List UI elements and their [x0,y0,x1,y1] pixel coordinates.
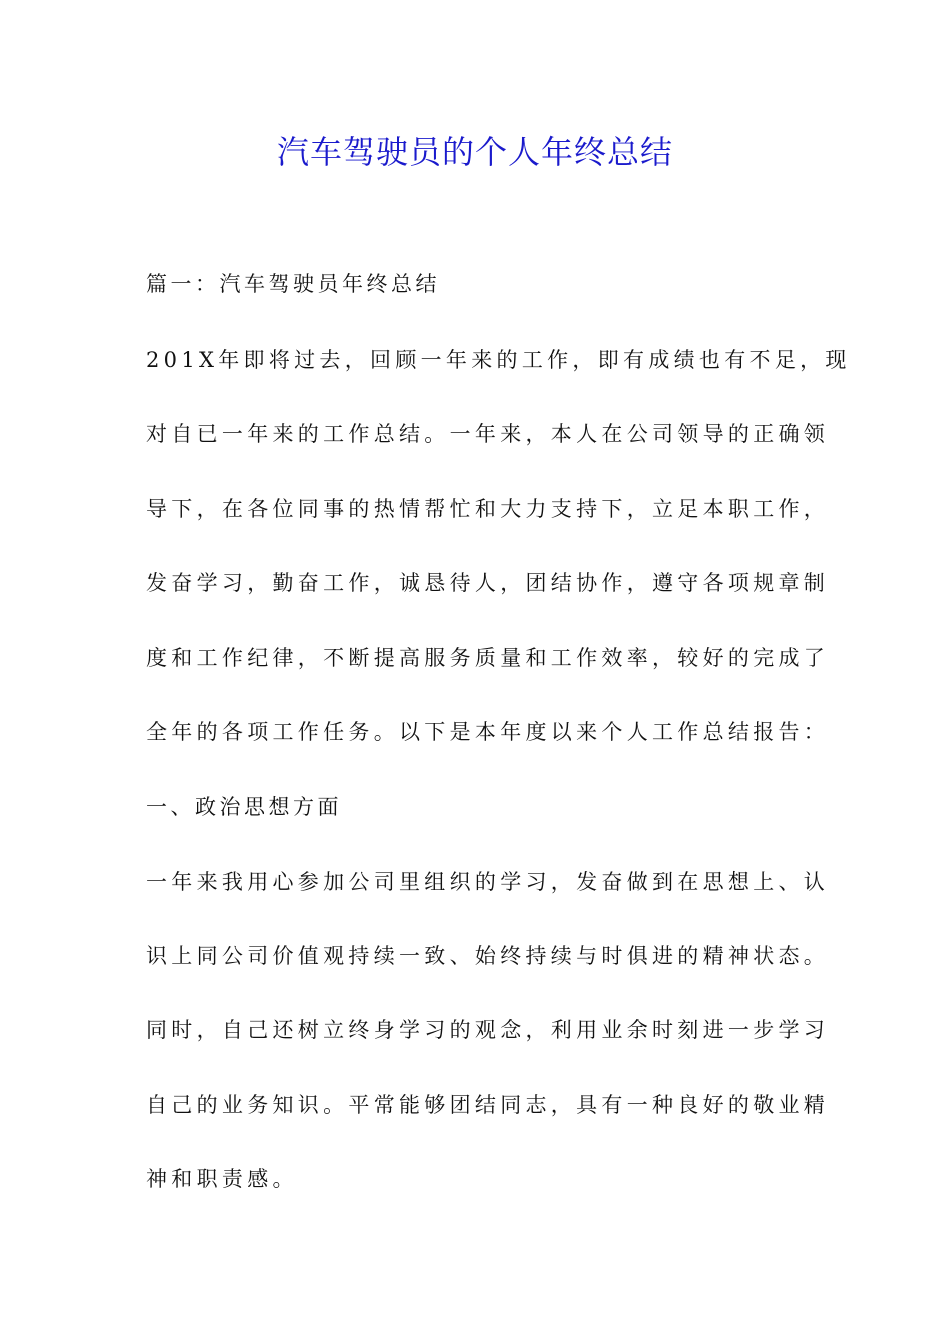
paragraph-line: 神和职责感。 [146,1167,298,1191]
document-title: 汽车驾驶员的个人年终总结 [276,133,673,171]
paragraph-line: 发奋学习，勤奋工作，诚恳待人，团结协作，遵守各项规章制 [146,571,830,595]
paragraph-line: 识上同公司价值观持续一致、始终持续与时俱进的精神状态。 [146,944,830,968]
section-heading-part-one: 篇一：汽车驾驶员年终总结 [146,272,440,296]
paragraph-line: 同时，自己还树立终身学习的观念，利用业余时刻进一步学习 [146,1018,830,1042]
section-heading-politics: 一、政治思想方面 [146,795,342,819]
paragraph-line: 自己的业务知识。平常能够团结同志，具有一种良好的敬业精 [146,1093,830,1117]
paragraph-line: 一年来我用心参加公司里组织的学习，发奋做到在思想上、认 [146,870,830,894]
paragraph-line: 201X年即将过去，回顾一年来的工作，即有成绩也有不足，现 [146,348,851,372]
paragraph-line: 对自已一年来的工作总结。一年来，本人在公司领导的正确领 [146,422,830,446]
paragraph-line: 导下，在各位同事的热情帮忙和大力支持下，立足本职工作， [146,497,830,521]
paragraph-line: 度和工作纪律，不断提高服务质量和工作效率，较好的完成了 [146,646,830,670]
paragraph-line: 全年的各项工作任务。以下是本年度以来个人工作总结报告： [146,720,830,744]
